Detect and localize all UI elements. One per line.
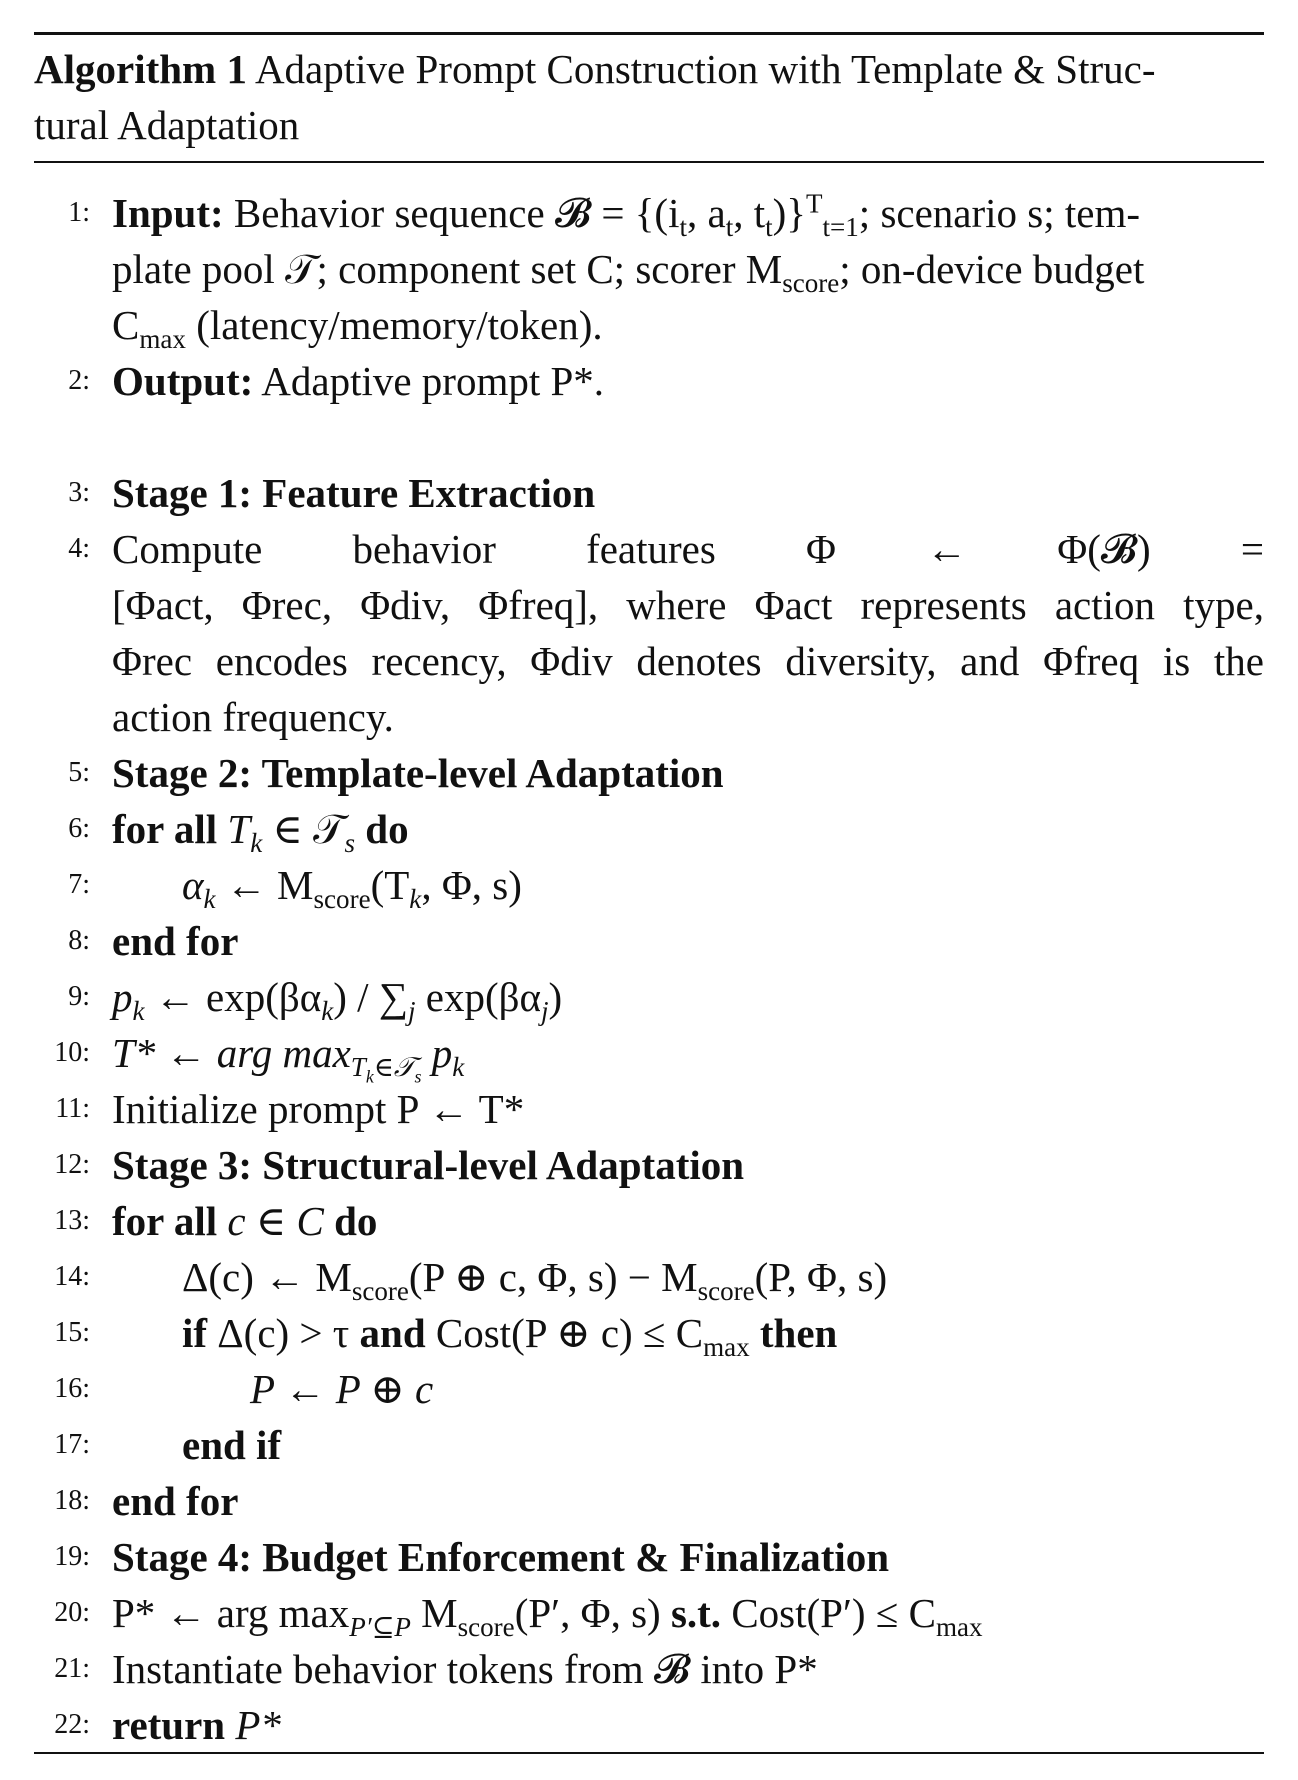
algorithm-title-line2: tural Adaptation: [34, 102, 300, 148]
line-number: 14:: [54, 1261, 90, 1292]
line-number: 19:: [54, 1541, 90, 1572]
line-number: 3:: [68, 477, 90, 508]
stage-heading: Stage 2: Template-level Adaptation: [112, 750, 724, 796]
algorithm-title-line1: Adaptive Prompt Construction with Template & Struc-: [254, 46, 1156, 92]
line-number: 21:: [54, 1653, 90, 1684]
line-number: 10:: [54, 1037, 90, 1068]
algorithm-label: Algorithm 1: [34, 46, 247, 92]
line-number: 9:: [68, 981, 90, 1012]
line-number: 13:: [54, 1205, 90, 1236]
line-number: 16:: [54, 1373, 90, 1404]
line-number: 15:: [54, 1317, 90, 1348]
bottom-rule: [34, 1752, 1264, 1754]
line-number: 11:: [55, 1093, 90, 1124]
stage-heading: Stage 4: Budget Enforcement & Finalization: [112, 1534, 890, 1580]
line-number: 5:: [68, 757, 90, 788]
keyword: Input:: [112, 190, 224, 236]
line-number: 1:: [68, 197, 90, 228]
algorithm-box: Algorithm 1 Adaptive Prompt Construction with Template & Struc- tural Adaptation 1: Input: Behavior sequence 𝓑 = {($i_t$, $a_t$, $t_t)\}^T_{t=1}$; scenario s; tem- plate pool 𝒯; component set C; scorer $M_{score}$; on-device budget $C_{max}$ (latency/memory/token). 2: Output: Adaptive prompt P*. 3: Stage 1: Feature Extraction 4: Compute behavior features Φ ← Φ(𝓑) = [Φact, Φrec, Φdiv, Φfreq], where Φact represents action type, Φrec encodes recency, Φdiv denotes diversity, and Φfreq is the action frequency. 5: Stage 2: Template-level Adaptation 6: for all $T_k$ ∈ 𝒯$_s$ do 7: $\alpha_k$ ← $M_{score}(T_k$, Φ, s) 8: end for 9: $p_k$ ← $\exp(\beta\alpha_k) / \sum_j$ $\exp(\beta\alpha_j)$ 10: T* ← arg $\max_{T_k\in 𝒯_s} p_k$ 11: Initialize prompt P ← T* 12: Stage 3: Structural-level Adaptation 13: for all c ∈ C do 14: Δ(c) ← $M_{score}(P$ ⊕ c, Φ, $s) - M_{score}(P$, Φ, s) 15: if Δ(c) > τ and Cost(P ⊕ $c) \le C_{max}$ then 16: P ← P ⊕ c 17: end if 18: end for 19: Stage 4: Budget Enforcement & Finalization 20: P* ← arg $\max_{P'⊆P} M_{score}(P'$, Φ, s) s.t. Cost(P′) ≤ $C_{max}$ 21: Instantiate behavior tokens from 𝓑 into P* 22: return P*: [34, 32, 1264, 175]
line-number: 22:: [54, 1709, 90, 1740]
algorithm-caption: [34, 35, 1264, 153]
line-number: 2:: [68, 365, 90, 396]
line-number: 18:: [54, 1485, 90, 1516]
stage-heading: Stage 1: Feature Extraction: [112, 470, 596, 516]
caption-rule: [34, 161, 1264, 163]
line-number: 6:: [68, 813, 90, 844]
line-number: 8:: [68, 925, 90, 956]
stage-heading: Stage 3: Structural-level Adaptation: [112, 1142, 745, 1188]
line-number: 20:: [54, 1597, 90, 1628]
line-number: 17:: [54, 1429, 90, 1460]
line-number: 7:: [68, 869, 90, 900]
line-number: 12:: [54, 1149, 90, 1180]
line-number: 4:: [68, 533, 90, 564]
